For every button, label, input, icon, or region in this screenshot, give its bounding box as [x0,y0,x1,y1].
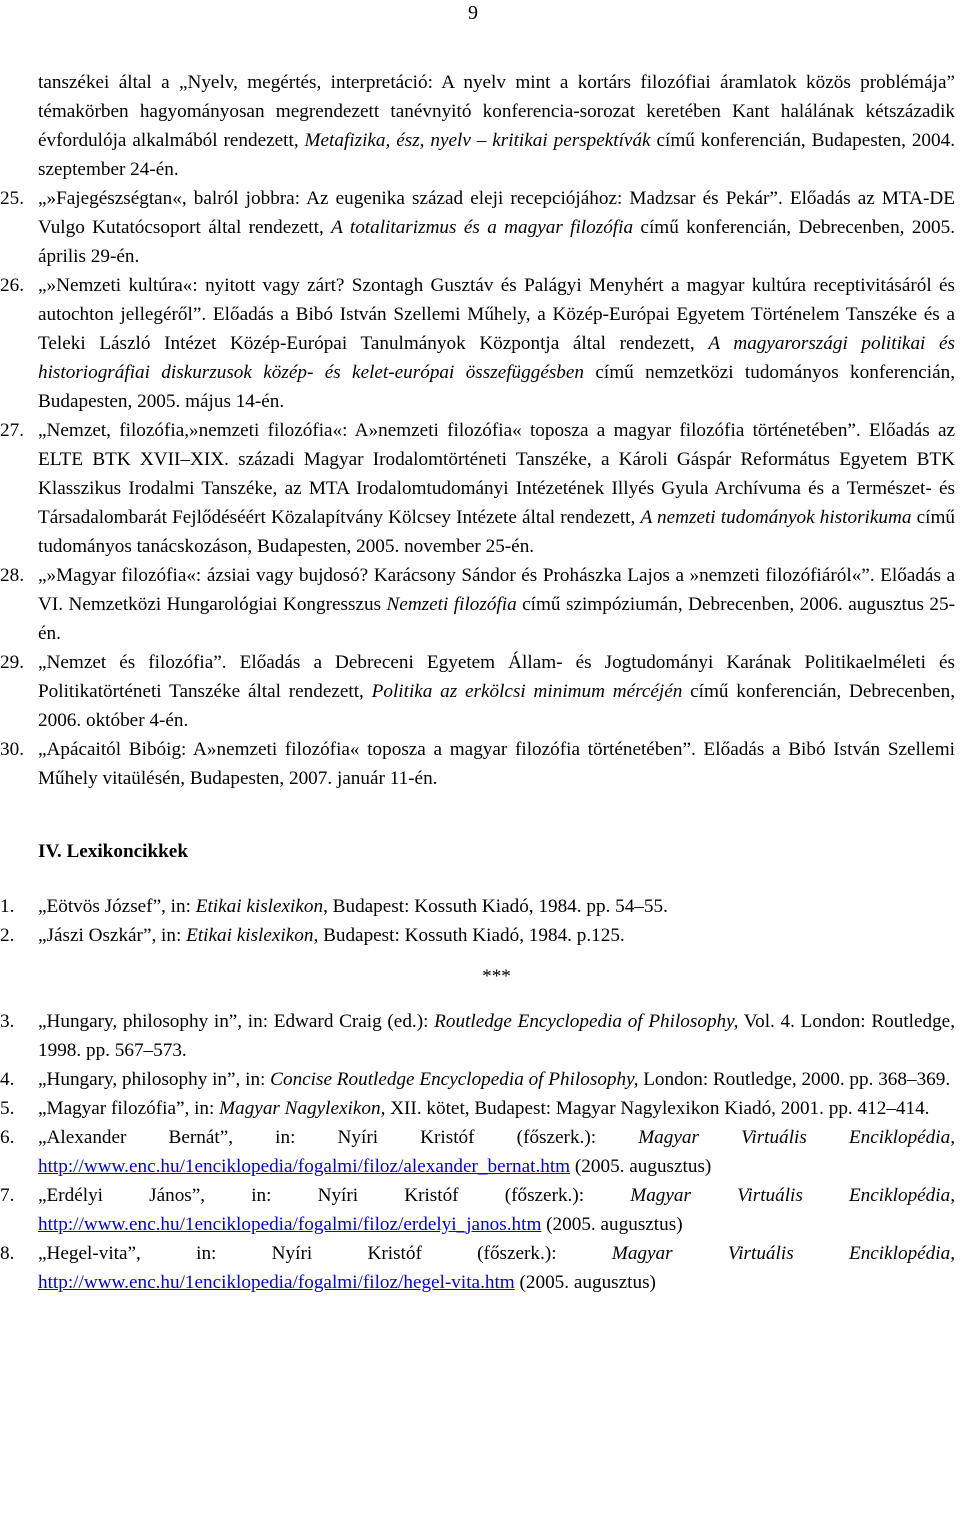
lex-item-1 [0,892,955,921]
item-number: 25. [0,188,24,209]
item-text-end: Vol. 4. London: Routledge, 1998. pp. 567–573. [38,1011,955,1061]
item-number: 29. [0,652,24,673]
item-italic: Magyar Nagylexikon [219,1098,381,1119]
item-italic: Etikai kislexikon [195,896,324,917]
item-italic: Etikai kislexikon [186,925,314,946]
item-text-end: című tudományos tanácskozáson, Budapesten, 2005. november 25-én. [38,507,955,557]
item-text: „Jászi Oszkár”, in: [38,925,187,946]
item-italic: Magyar Virtuális Enciklopédia, [638,1127,955,1148]
item-text-end: című nemzetközi tudományos konferencián, Budapesten, 2005. május 14-én. [38,362,955,412]
item-text-end: (2005. augusztus) [570,1156,712,1177]
item-text: „Nemzet, filozófia,»nemzeti filozófia«: A»nemzeti filozófia« toposza a magyar filozófia történetében”. Előadás az ELTE BTK XVII–XIX. századi Magyar Irodalomtörténeti Tanszéke, a Károli Gáspár Református Egyetem BTK Klasszikus Irodalmi Tanszéke, az MTA Irodalomtudományi Intézetének Illyés Gyula Archívuma és a Természet- és Társadalombarát Fejlődéséért Közalapítvány Kölcsey Intézete által rendezett, [38,420,955,528]
item-text-end: London: Routledge, 2000. pp. 368–369. [638,1069,951,1090]
item-number: 27. [0,420,24,441]
item-italic: Routledge Encyclopedia of Philosophy, [434,1011,739,1032]
item-text-end: című konferencián, Debrecenben, 2005. április 29-én. [38,217,956,267]
item-number: 28. [0,565,24,586]
item-italic: Politika az erkölcsi minimum mércéjén [371,681,683,702]
lex-item-3 [0,1007,955,1065]
item-italic: A magyarországi politikai és historiográfiai diskurzusok közép- és kelet-európai összefüggésben [38,333,955,383]
intro-paragraph [38,68,955,184]
item-text: „Alexander Bernát”, in: Nyíri Kristóf (főszerk.): [38,1127,639,1148]
item-text-end: , Budapest: Kossuth Kiadó, 1984. p.125. [313,925,625,946]
item-text: „Magyar filozófia”, in: [38,1098,220,1119]
list-item-30 [0,735,955,793]
item-number: 30. [0,739,24,760]
item-text: „Hegel-vita”, in: Nyíri Kristóf (főszerk.): [38,1243,612,1264]
intro-italic-title: Metafizika, ész, nyelv – kritikai perspektívák [304,130,651,151]
list-item-29 [0,648,955,735]
item-number: 2. [0,925,15,946]
item-italic: Magyar Virtuális Enciklopédia, [630,1185,955,1206]
list-item-28 [0,561,955,648]
item-italic: Nemzeti filozófia [386,594,517,615]
encyclopedia-link[interactable]: http://www.enc.hu/1enciklopedia/fogalmi/filoz/erdelyi_janos.htm [38,1214,542,1235]
page-number: 9 [468,2,478,24]
item-text-end: című szimpóziumán, Debrecenben, 2006. augusztus 25-én. [38,594,955,644]
item-text: „Nemzet és filozófia”. Előadás a Debreceni Egyetem Állam- és Jogtudományi Karának Politikaelméleti és Politikatörténeti Tanszéke által rendezett, [38,652,955,702]
encyclopedia-link[interactable]: http://www.enc.hu/1enciklopedia/fogalmi/filoz/hegel-vita.htm [38,1272,515,1293]
lex-item-5 [0,1094,955,1123]
item-italic: Concise Routledge Encyclopedia of Philosophy, [270,1069,639,1090]
item-text-end: , XII. kötet, Budapest: Magyar Nagylexikon Kiadó, 2001. pp. 412–414. [380,1098,930,1119]
item-text: „Apácaitól Bibóig: A»nemzeti filozófia« toposza a magyar filozófia történetében”. Előadás a Bibó István Szellemi Műhely vitaülésén, Budapesten, 2007. január 11-én. [38,739,955,789]
lex-item-4 [0,1065,955,1094]
intro-text-end: című konferencián, Budapesten, 2004. szeptember 24-én. [38,130,956,180]
item-text: „Eötvös József”, in: [38,896,196,917]
item-text: „»Fajegészségtan«, balról jobbra: Az eugenika század eleji recepciójához: Madzsar és Pekár”. Előadás az MTA-DE Vulgo Kutatócsoport által rendezett, [38,188,955,238]
lex-item-7 [0,1181,955,1239]
item-text-end: (2005. augusztus) [541,1214,683,1235]
item-text: „»Magyar filozófia«: ázsiai vagy bujdosó? Karácsony Sándor és Prohászka Lajos a »nemzeti filozófiáról«”. Előadás a VI. Nemzetközi Hungarológiai Kongresszus [38,565,955,615]
document-body [0,68,956,1297]
item-number: 5. [0,1098,15,1119]
lex-item-2 [0,921,955,950]
item-text-end: , Budapest: Kossuth Kiadó, 1984. pp. 54–55. [323,896,668,917]
item-text-end: című konferencián, Debrecenben, 2006. október 4-én. [38,681,955,731]
separator: *** [482,966,511,987]
item-number: 1. [0,896,15,917]
item-text-end: (2005. augusztus) [514,1272,656,1293]
item-number: 26. [0,275,24,296]
encyclopedia-link[interactable]: http://www.enc.hu/1enciklopedia/fogalmi/filoz/alexander_bernat.htm [38,1156,571,1177]
item-italic: A nemzeti tudományok historikuma [640,507,912,528]
item-italic: Magyar Virtuális Enciklopédia, [611,1243,955,1264]
item-number: 7. [0,1185,15,1206]
lex-item-8 [0,1239,955,1297]
item-number: 8. [0,1243,15,1264]
section-heading: IV. Lexikoncikkek [38,841,188,862]
item-text: „Hungary, philosophy in”, in: [38,1069,271,1090]
list-item-26 [0,271,955,416]
list-item-25 [0,184,956,271]
item-text: „»Nemzeti kultúra«: nyitott vagy zárt? Szontagh Gusztáv és Palágyi Menyhért a magyar kultúra receptivitásáról és autochton jellegéről”. Előadás a Bibó István Szellemi Műhely, a Közép-Európai Egyetem Történelem Tanszéke és a Teleki László Intézet Közép-Európai Tanulmányok Központja által rendezett, [38,275,955,354]
item-text: „Erdélyi János”, in: Nyíri Kristóf (főszerk.): [38,1185,631,1206]
item-italic: A totalitarizmus és a magyar filozófia [331,217,634,238]
item-number: 3. [0,1011,15,1032]
list-item-27 [0,416,955,561]
item-text: „Hungary, philosophy in”, in: Edward Craig (ed.): [38,1011,435,1032]
item-number: 4. [0,1069,15,1090]
intro-text: tanszékei által a „Nyelv, megértés, interpretáció: A nyelv mint a kortárs filozófiai áramlatok közös problémája” témakörben hagyományosan megrendezett tanévnyitó konferencia-sorozat keretében Kant halálának kétszázadik évfordulója alkalmából rendezett, [38,72,955,151]
lex-item-6 [0,1123,955,1181]
item-number: 6. [0,1127,15,1148]
